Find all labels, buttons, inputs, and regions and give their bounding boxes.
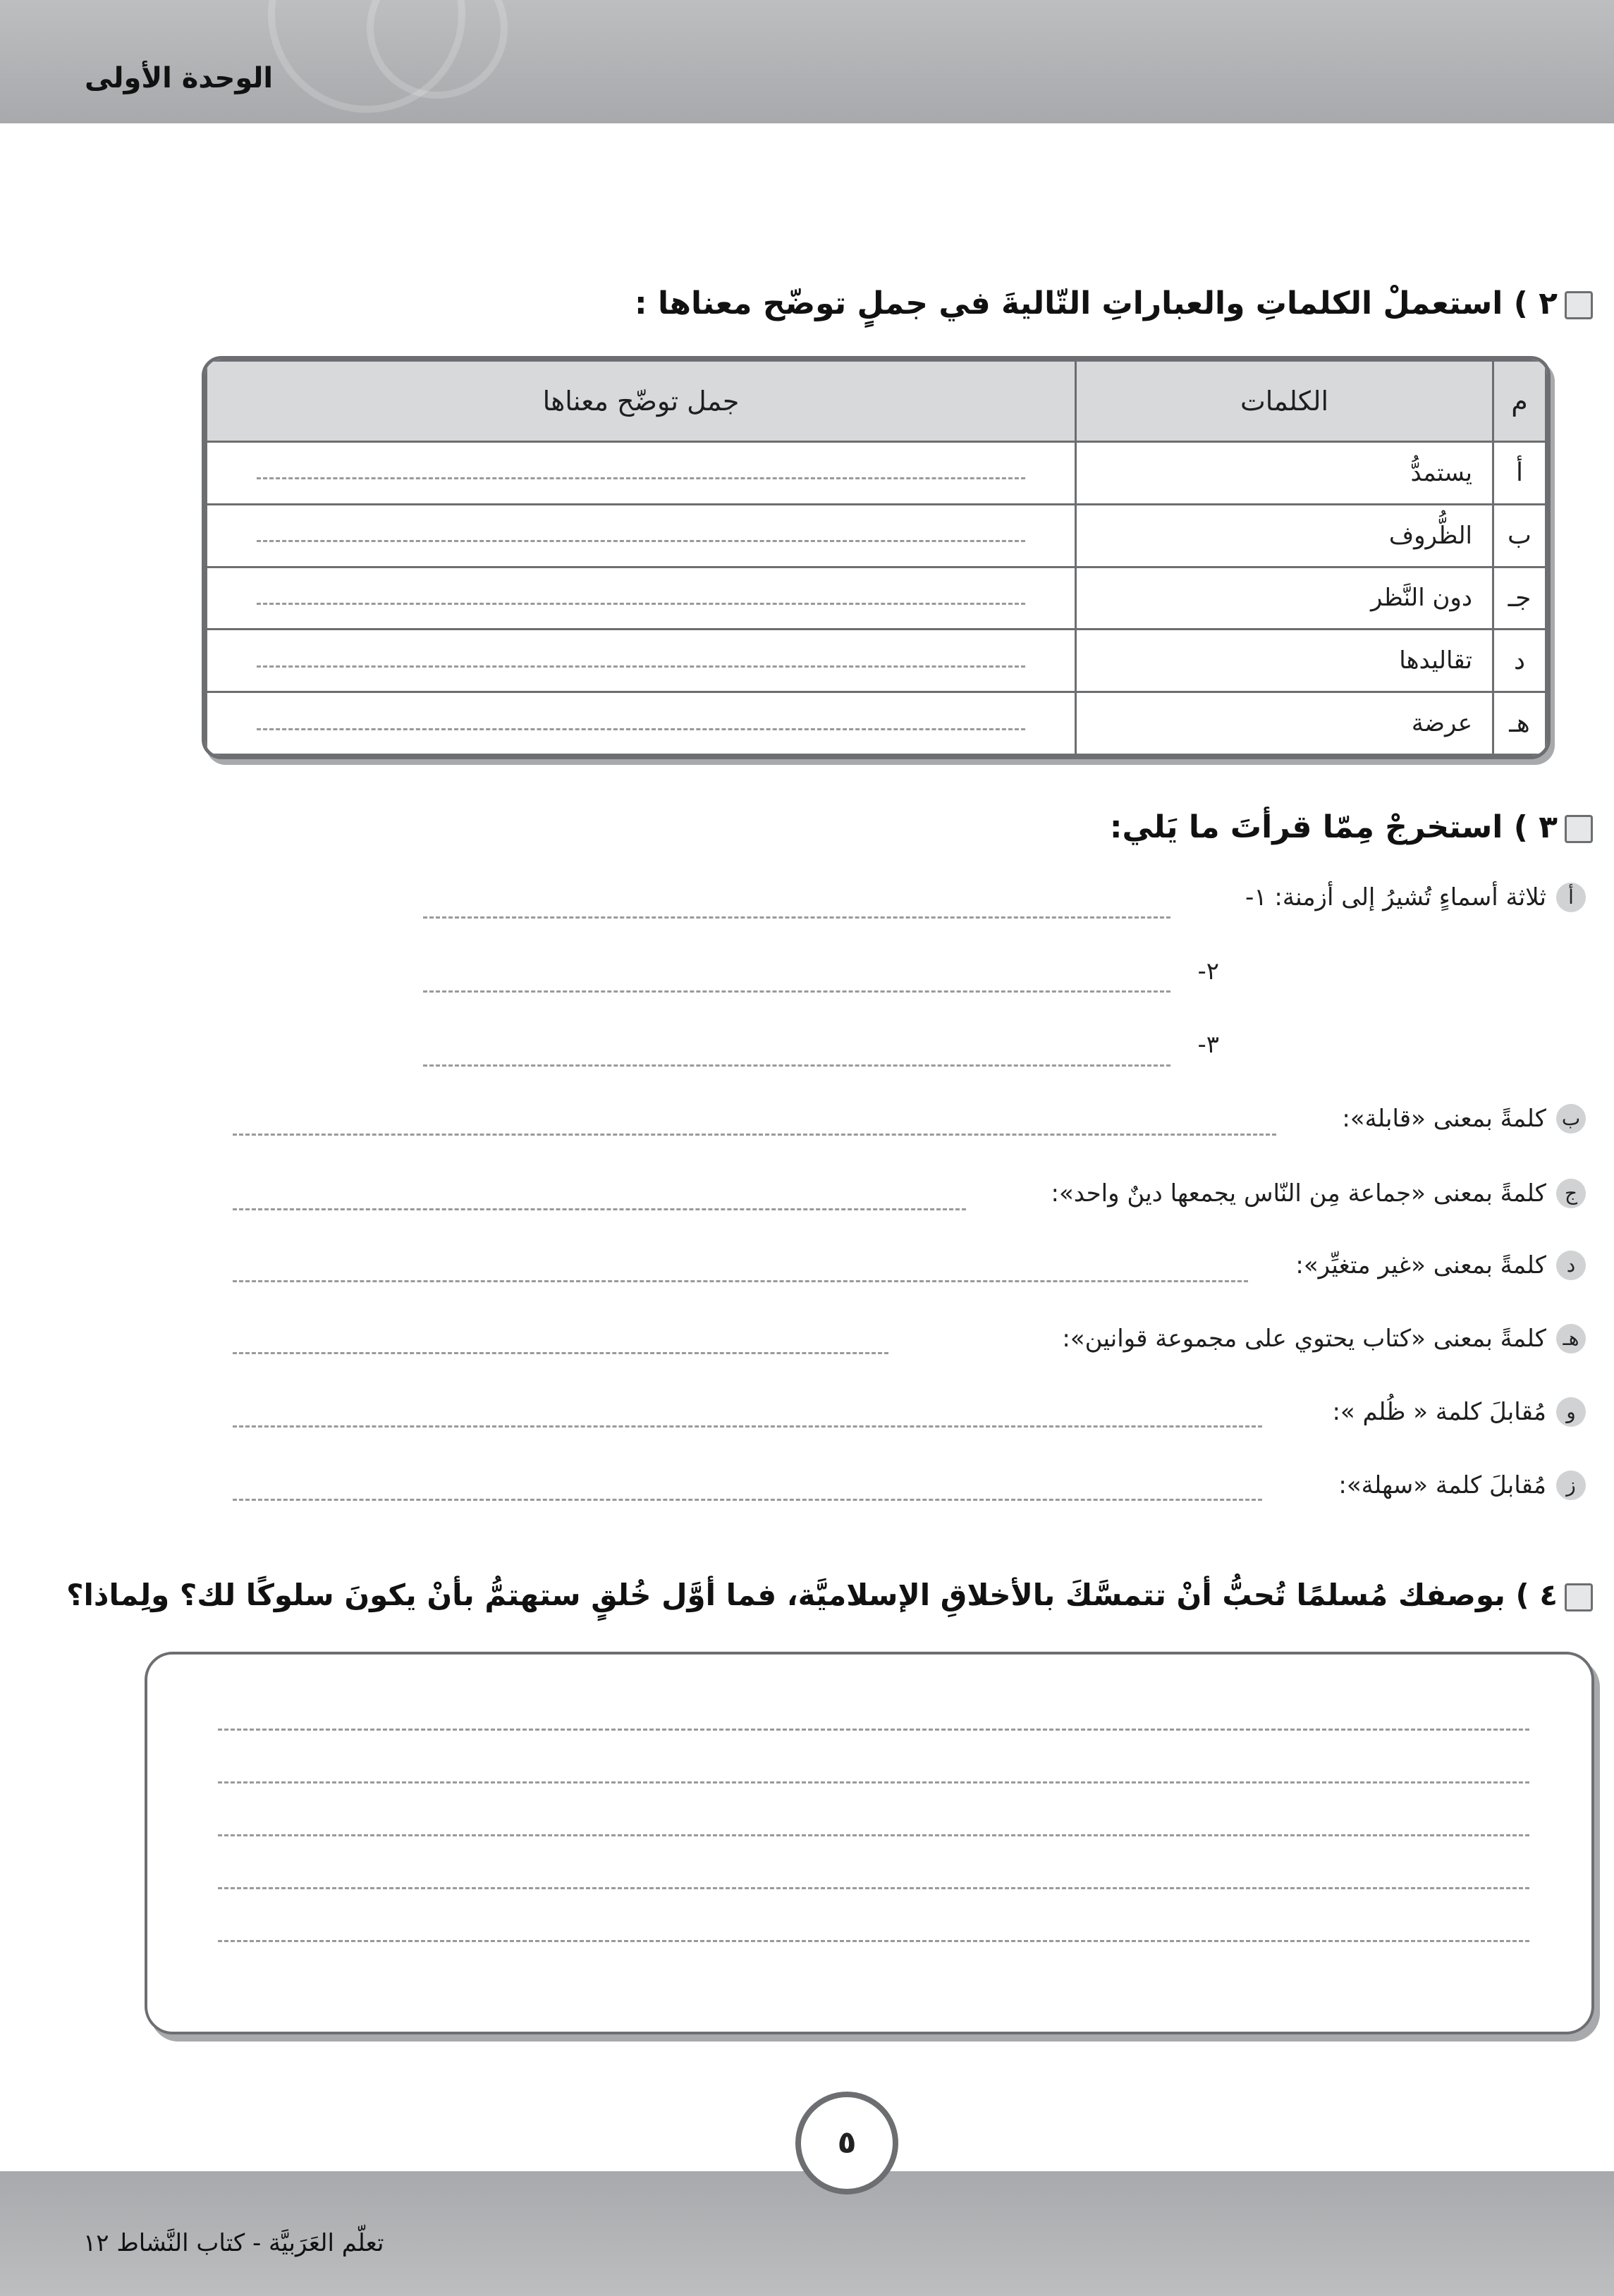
row-word: يستمدُّ (1076, 442, 1493, 505)
book-icon (1565, 291, 1593, 319)
row-letter: جـ (1493, 567, 1546, 630)
item-text: مُقابلَ كلمة «سهلة»: (1338, 1471, 1546, 1499)
words-table (202, 356, 1551, 759)
answer-line[interactable] (423, 916, 1170, 919)
answer-line[interactable] (423, 1064, 1170, 1067)
item-text: ٢- (1197, 957, 1219, 986)
table-row (207, 567, 1546, 630)
column-header-sentences: جمل توضّح معناها (207, 361, 1076, 442)
list-item (1197, 1031, 1219, 1059)
question-3-label: ٣ ) استخرجْ مِمّا قرأتَ ما يَلي: (1109, 809, 1558, 845)
table-row (207, 504, 1546, 567)
row-letter: ب (1493, 504, 1546, 567)
answer-line[interactable] (207, 567, 1076, 630)
row-letter: د (1493, 630, 1546, 692)
question-2-label: ٢ ) استعملْ الكلماتِ والعباراتِ التّاليةَ في جملٍ توضّح معناها : (635, 286, 1558, 321)
answer-line[interactable] (233, 1134, 1276, 1136)
row-word: دون النَّظر (1076, 567, 1493, 630)
list-item (1342, 1104, 1586, 1134)
item-text: ثلاثة أسماءٍ تُشيرُ إلى أزمنة: ١- (1245, 883, 1546, 911)
row-letter: أ (1493, 442, 1546, 505)
row-word: الظُّروف (1076, 504, 1493, 567)
item-bullet: ز (1556, 1471, 1586, 1500)
table-row (207, 692, 1546, 755)
item-text: كلمةً بمعنى «جماعة مِن النّاس يجمعها دينٌ واحد»: (1051, 1179, 1546, 1208)
answer-line[interactable] (218, 1781, 1529, 1784)
answer-line[interactable] (423, 990, 1170, 993)
answer-line[interactable] (207, 504, 1076, 567)
row-word: عرضة (1076, 692, 1493, 755)
item-text: كلمةً بمعنى «كتاب يحتوي على مجموعة قوانين»: (1062, 1325, 1546, 1353)
answer-line[interactable] (233, 1208, 966, 1210)
book-title: تعلّم العَرَبيَّة - كتاب النَّشاط ١٢ (83, 2229, 384, 2257)
answer-box[interactable] (145, 1652, 1594, 2034)
header-band (0, 0, 1614, 123)
answer-line[interactable] (233, 1425, 1262, 1428)
list-item (1338, 1471, 1586, 1500)
item-bullet: ب (1556, 1104, 1586, 1134)
list-item (1197, 957, 1219, 986)
item-text: كلمةً بمعنى «غير متغيِّر»: (1295, 1251, 1546, 1279)
item-text: ٣- (1197, 1031, 1219, 1059)
answer-line[interactable] (218, 1940, 1529, 1942)
unit-title: الوحدة الأولى (85, 62, 274, 94)
list-item (1295, 1251, 1586, 1280)
column-header-words: الكلمات (1076, 361, 1493, 442)
column-header-letter: م (1493, 361, 1546, 442)
question-3-heading (1110, 809, 1593, 845)
row-word: تقاليدها (1076, 630, 1493, 692)
item-bullet: د (1556, 1251, 1586, 1280)
answer-line[interactable] (233, 1280, 1248, 1282)
item-bullet: ج (1556, 1179, 1586, 1208)
question-2-heading (635, 286, 1593, 321)
answer-line[interactable] (218, 1887, 1529, 1889)
answer-line[interactable] (233, 1499, 1262, 1501)
question-4-label: ٤ ) بوصفك مُسلمًا تُحبُّ أنْ تتمسَّكَ بالأخلاقِ الإسلاميَّة، فما أوَّل خُلقٍ ستهتمُّ بأنْ يكونَ سلوكًا لك؟ ولِماذا؟ (66, 1578, 1558, 1612)
list-item (1051, 1179, 1586, 1208)
answer-line[interactable] (233, 1352, 888, 1354)
answer-line[interactable] (207, 630, 1076, 692)
answer-line[interactable] (207, 692, 1076, 755)
list-item (1245, 883, 1586, 912)
table-row (207, 442, 1546, 505)
book-icon (1565, 1583, 1593, 1612)
answer-line[interactable] (218, 1729, 1529, 1731)
question-4-heading (66, 1578, 1593, 1612)
row-letter: هـ (1493, 692, 1546, 755)
list-item (1062, 1324, 1586, 1353)
list-item (1332, 1397, 1586, 1427)
item-bullet: هـ (1556, 1324, 1586, 1353)
answer-line[interactable] (218, 1834, 1529, 1836)
item-bullet: و (1556, 1397, 1586, 1427)
item-text: كلمةً بمعنى «قابلة»: (1342, 1105, 1546, 1133)
item-bullet: أ (1556, 883, 1586, 912)
book-icon (1565, 815, 1593, 843)
page-number: ٥ (795, 2092, 898, 2194)
answer-line[interactable] (207, 442, 1076, 505)
table-row (207, 630, 1546, 692)
item-text: مُقابلَ كلمة « ظُلم »: (1332, 1398, 1546, 1426)
